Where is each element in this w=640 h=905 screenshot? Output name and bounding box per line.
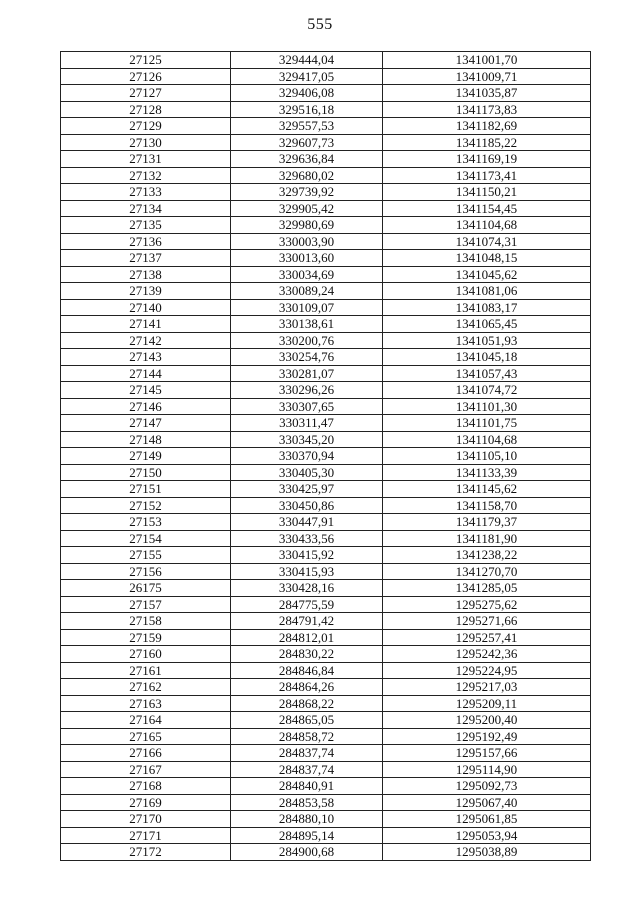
- x-coordinate-cell: 329557,53: [231, 118, 383, 135]
- x-coordinate-cell: 330433,56: [231, 530, 383, 547]
- x-coordinate-cell: 284830,22: [231, 646, 383, 663]
- point-number-cell: 27134: [61, 200, 231, 217]
- table-row: [61, 101, 591, 118]
- x-coordinate-cell: 284880,10: [231, 811, 383, 828]
- table-row: [61, 382, 591, 399]
- table-row: [61, 794, 591, 811]
- table-row: [61, 415, 591, 432]
- y-coordinate-cell: 1341169,19: [383, 151, 591, 168]
- y-coordinate-cell: 1341104,68: [383, 431, 591, 448]
- x-coordinate-cell: 329444,04: [231, 52, 383, 69]
- point-number-cell: 26175: [61, 580, 231, 597]
- table-row: [61, 250, 591, 267]
- x-coordinate-cell: 284775,59: [231, 596, 383, 613]
- point-number-cell: 27152: [61, 497, 231, 514]
- table-row: [61, 118, 591, 135]
- point-number-cell: 27158: [61, 613, 231, 630]
- y-coordinate-cell: 1341083,17: [383, 299, 591, 316]
- x-coordinate-cell: 329417,05: [231, 68, 383, 85]
- y-coordinate-cell: 1295242,36: [383, 646, 591, 663]
- x-coordinate-cell: 329636,84: [231, 151, 383, 168]
- point-number-cell: 27164: [61, 712, 231, 729]
- point-number-cell: 27161: [61, 662, 231, 679]
- x-coordinate-cell: 330307,65: [231, 398, 383, 415]
- point-number-cell: 27133: [61, 184, 231, 201]
- y-coordinate-cell: 1341101,75: [383, 415, 591, 432]
- x-coordinate-cell: 330254,76: [231, 349, 383, 366]
- x-coordinate-cell: 330405,30: [231, 464, 383, 481]
- point-number-cell: 27153: [61, 514, 231, 531]
- y-coordinate-cell: 1341179,37: [383, 514, 591, 531]
- x-coordinate-cell: 284853,58: [231, 794, 383, 811]
- y-coordinate-cell: 1341270,70: [383, 563, 591, 580]
- point-number-cell: 27148: [61, 431, 231, 448]
- x-coordinate-cell: 284865,05: [231, 712, 383, 729]
- point-number-cell: 27135: [61, 217, 231, 234]
- x-coordinate-cell: 330109,07: [231, 299, 383, 316]
- table-row: [61, 299, 591, 316]
- x-coordinate-cell: 284900,68: [231, 844, 383, 861]
- x-coordinate-cell: 330425,97: [231, 481, 383, 498]
- y-coordinate-cell: 1341048,15: [383, 250, 591, 267]
- point-number-cell: 27159: [61, 629, 231, 646]
- point-number-cell: 27160: [61, 646, 231, 663]
- x-coordinate-cell: 330415,92: [231, 547, 383, 564]
- table-row: [61, 646, 591, 663]
- x-coordinate-cell: 284837,74: [231, 761, 383, 778]
- y-coordinate-cell: 1295092,73: [383, 778, 591, 795]
- y-coordinate-cell: 1295114,90: [383, 761, 591, 778]
- y-coordinate-cell: 1341145,62: [383, 481, 591, 498]
- y-coordinate-cell: 1295275,62: [383, 596, 591, 613]
- table-row: [61, 827, 591, 844]
- point-number-cell: 27137: [61, 250, 231, 267]
- point-number-cell: 27155: [61, 547, 231, 564]
- x-coordinate-cell: 329980,69: [231, 217, 383, 234]
- x-coordinate-cell: 284895,14: [231, 827, 383, 844]
- table-row: [61, 134, 591, 151]
- page-number: 555: [307, 16, 333, 33]
- table-row: [61, 497, 591, 514]
- point-number-cell: 27146: [61, 398, 231, 415]
- table-row: [61, 811, 591, 828]
- point-number-cell: 27136: [61, 233, 231, 250]
- point-number-cell: 27150: [61, 464, 231, 481]
- table-row: [61, 745, 591, 762]
- table-row: [61, 167, 591, 184]
- x-coordinate-cell: 330428,16: [231, 580, 383, 597]
- y-coordinate-cell: 1295271,66: [383, 613, 591, 630]
- table-row: [61, 464, 591, 481]
- table-row: [61, 349, 591, 366]
- y-coordinate-cell: 1341051,93: [383, 332, 591, 349]
- y-coordinate-cell: 1341182,69: [383, 118, 591, 135]
- x-coordinate-cell: 284840,91: [231, 778, 383, 795]
- point-number-cell: 27138: [61, 266, 231, 283]
- x-coordinate-cell: 330013,60: [231, 250, 383, 267]
- y-coordinate-cell: 1341074,72: [383, 382, 591, 399]
- table-row: [61, 365, 591, 382]
- point-number-cell: 27169: [61, 794, 231, 811]
- y-coordinate-cell: 1341173,83: [383, 101, 591, 118]
- y-coordinate-cell: 1341045,18: [383, 349, 591, 366]
- point-number-cell: 27139: [61, 283, 231, 300]
- x-coordinate-cell: 284791,42: [231, 613, 383, 630]
- y-coordinate-cell: 1341285,05: [383, 580, 591, 597]
- y-coordinate-cell: 1341009,71: [383, 68, 591, 85]
- table-row: [61, 481, 591, 498]
- table-row: [61, 316, 591, 333]
- x-coordinate-cell: 284846,84: [231, 662, 383, 679]
- y-coordinate-cell: 1341158,70: [383, 497, 591, 514]
- table-row: [61, 52, 591, 69]
- point-number-cell: 27170: [61, 811, 231, 828]
- point-number-cell: 27142: [61, 332, 231, 349]
- y-coordinate-cell: 1341074,31: [383, 233, 591, 250]
- y-coordinate-cell: 1341154,45: [383, 200, 591, 217]
- x-coordinate-cell: 284868,22: [231, 695, 383, 712]
- point-number-cell: 27144: [61, 365, 231, 382]
- x-coordinate-cell: 329607,73: [231, 134, 383, 151]
- x-coordinate-cell: 330370,94: [231, 448, 383, 465]
- coordinates-table: [60, 51, 591, 861]
- table-row: [61, 844, 591, 861]
- x-coordinate-cell: 330311,47: [231, 415, 383, 432]
- y-coordinate-cell: 1341185,22: [383, 134, 591, 151]
- x-coordinate-cell: 329680,02: [231, 167, 383, 184]
- point-number-cell: 27129: [61, 118, 231, 135]
- table-row: [61, 85, 591, 102]
- y-coordinate-cell: 1341238,22: [383, 547, 591, 564]
- y-coordinate-cell: 1341035,87: [383, 85, 591, 102]
- table-row: [61, 283, 591, 300]
- x-coordinate-cell: 330003,90: [231, 233, 383, 250]
- point-number-cell: 27172: [61, 844, 231, 861]
- x-coordinate-cell: 330450,86: [231, 497, 383, 514]
- point-number-cell: 27166: [61, 745, 231, 762]
- point-number-cell: 27140: [61, 299, 231, 316]
- y-coordinate-cell: 1295224,95: [383, 662, 591, 679]
- point-number-cell: 27132: [61, 167, 231, 184]
- y-coordinate-cell: 1341045,62: [383, 266, 591, 283]
- table-body: [61, 52, 591, 861]
- point-number-cell: 27128: [61, 101, 231, 118]
- x-coordinate-cell: 329905,42: [231, 200, 383, 217]
- x-coordinate-cell: 284858,72: [231, 728, 383, 745]
- table-row: [61, 728, 591, 745]
- point-number-cell: 27165: [61, 728, 231, 745]
- x-coordinate-cell: 330415,93: [231, 563, 383, 580]
- y-coordinate-cell: 1341001,70: [383, 52, 591, 69]
- table-row: [61, 530, 591, 547]
- table-row: [61, 514, 591, 531]
- table-row: [61, 613, 591, 630]
- y-coordinate-cell: 1341173,41: [383, 167, 591, 184]
- y-coordinate-cell: 1295157,66: [383, 745, 591, 762]
- table-row: [61, 266, 591, 283]
- table-row: [61, 431, 591, 448]
- table-row: [61, 712, 591, 729]
- point-number-cell: 27125: [61, 52, 231, 69]
- y-coordinate-cell: 1341101,30: [383, 398, 591, 415]
- x-coordinate-cell: 329739,92: [231, 184, 383, 201]
- x-coordinate-cell: 330281,07: [231, 365, 383, 382]
- y-coordinate-cell: 1295053,94: [383, 827, 591, 844]
- table-row: [61, 547, 591, 564]
- table-row: [61, 563, 591, 580]
- x-coordinate-cell: 330034,69: [231, 266, 383, 283]
- table-row: [61, 151, 591, 168]
- table-row: [61, 68, 591, 85]
- point-number-cell: 27141: [61, 316, 231, 333]
- point-number-cell: 27145: [61, 382, 231, 399]
- point-number-cell: 27163: [61, 695, 231, 712]
- y-coordinate-cell: 1341105,10: [383, 448, 591, 465]
- table-row: [61, 184, 591, 201]
- y-coordinate-cell: 1295209,11: [383, 695, 591, 712]
- y-coordinate-cell: 1341057,43: [383, 365, 591, 382]
- table-row: [61, 580, 591, 597]
- table-row: [61, 448, 591, 465]
- table-row: [61, 398, 591, 415]
- y-coordinate-cell: 1295200,40: [383, 712, 591, 729]
- point-number-cell: 27126: [61, 68, 231, 85]
- table-row: [61, 217, 591, 234]
- x-coordinate-cell: 284837,74: [231, 745, 383, 762]
- x-coordinate-cell: 329406,08: [231, 85, 383, 102]
- table-row: [61, 778, 591, 795]
- y-coordinate-cell: 1295061,85: [383, 811, 591, 828]
- point-number-cell: 27162: [61, 679, 231, 696]
- table-row: [61, 679, 591, 696]
- table-row: [61, 695, 591, 712]
- y-coordinate-cell: 1295192,49: [383, 728, 591, 745]
- table-row: [61, 200, 591, 217]
- y-coordinate-cell: 1341133,39: [383, 464, 591, 481]
- table-row: [61, 629, 591, 646]
- y-coordinate-cell: 1341150,21: [383, 184, 591, 201]
- point-number-cell: 27151: [61, 481, 231, 498]
- y-coordinate-cell: 1341065,45: [383, 316, 591, 333]
- table-row: [61, 761, 591, 778]
- point-number-cell: 27143: [61, 349, 231, 366]
- point-number-cell: 27131: [61, 151, 231, 168]
- point-number-cell: 27167: [61, 761, 231, 778]
- x-coordinate-cell: 330296,26: [231, 382, 383, 399]
- point-number-cell: 27154: [61, 530, 231, 547]
- y-coordinate-cell: 1341081,06: [383, 283, 591, 300]
- point-number-cell: 27168: [61, 778, 231, 795]
- point-number-cell: 27171: [61, 827, 231, 844]
- table-row: [61, 233, 591, 250]
- point-number-cell: 27147: [61, 415, 231, 432]
- table-row: [61, 596, 591, 613]
- point-number-cell: 27156: [61, 563, 231, 580]
- x-coordinate-cell: 330345,20: [231, 431, 383, 448]
- x-coordinate-cell: 330089,24: [231, 283, 383, 300]
- point-number-cell: 27127: [61, 85, 231, 102]
- x-coordinate-cell: 284864,26: [231, 679, 383, 696]
- y-coordinate-cell: 1295067,40: [383, 794, 591, 811]
- point-number-cell: 27157: [61, 596, 231, 613]
- table-row: [61, 332, 591, 349]
- x-coordinate-cell: 330138,61: [231, 316, 383, 333]
- x-coordinate-cell: 330447,91: [231, 514, 383, 531]
- point-number-cell: 27149: [61, 448, 231, 465]
- y-coordinate-cell: 1295038,89: [383, 844, 591, 861]
- y-coordinate-cell: 1341181,90: [383, 530, 591, 547]
- x-coordinate-cell: 330200,76: [231, 332, 383, 349]
- point-number-cell: 27130: [61, 134, 231, 151]
- x-coordinate-cell: 329516,18: [231, 101, 383, 118]
- y-coordinate-cell: 1295257,41: [383, 629, 591, 646]
- table-row: [61, 662, 591, 679]
- y-coordinate-cell: 1341104,68: [383, 217, 591, 234]
- y-coordinate-cell: 1295217,03: [383, 679, 591, 696]
- x-coordinate-cell: 284812,01: [231, 629, 383, 646]
